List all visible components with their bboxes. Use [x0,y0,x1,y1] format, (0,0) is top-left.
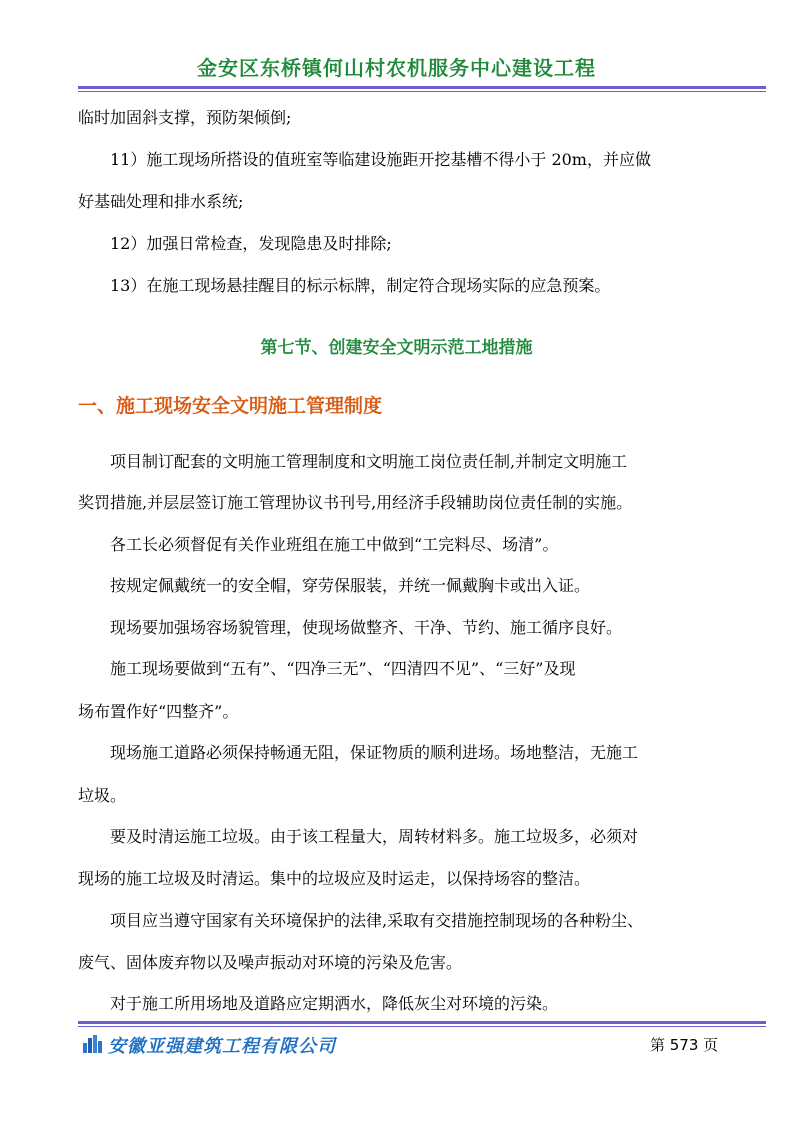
intro-line: 13）在施工现场悬挂醒目的标示标牌，制定符合现场实际的应急预案。 [110,276,611,295]
body-line: 奖罚措施,并层层签订施工管理协议书刊号,用经济手段辅助岗位责任制的实施。 [78,493,633,512]
body-line: 项目制订配套的文明施工管理制度和文明施工岗位责任制,并制定文明施工 [110,452,628,471]
body-line: 现场施工道路必须保持畅通无阻，保证物质的顺利进场。场地整洁，无施工 [110,743,639,762]
body-line: 项目应当遵守国家有关环境保护的法律,采取有交措施控制现场的各种粉尘、 [110,911,644,930]
footer-rule-thick [78,1021,766,1024]
intro-line: 11）施工现场所搭设的值班室等临建设施距开挖基槽不得小于 20m，并应做 [110,150,651,169]
body-line: 施工现场要做到“五有”、“四净三无”、“四清四不见”、“三好”及现 [110,659,576,678]
footer-rule-thin [78,1026,766,1027]
body-line: 场布置作好“四整齐”。 [78,702,239,721]
body-line: 现场要加强场容场貌管理，使现场做整齐、干净、节约、施工循序良好。 [110,618,623,637]
intro-line: 12）加强日常检查，发现隐患及时排除; [110,234,392,253]
body-line: 垃圾。 [78,786,127,805]
body-line: 要及时清运施工垃圾。由于该工程量大，周转材料多。施工垃圾多，必须对 [110,827,639,846]
subsection-title: 一、施工现场安全文明施工管理制度 [78,395,383,417]
building-logo-icon [82,1035,104,1053]
footer-company-name: 安徽亚强建筑工程有限公司 [108,1036,336,1057]
header-rule-thin [78,91,766,92]
body-line: 按规定佩戴统一的安全帽，穿劳保服装，并统一佩戴胸卡或出入证。 [110,576,591,595]
page-number: 第 573 页 [650,1036,719,1054]
body-line: 废气、固体废弃物以及噪声振动对环境的污染及危害。 [78,953,463,972]
body-line: 对于施工所用场地及道路应定期洒水，降低灰尘对环境的污染。 [110,994,559,1013]
intro-line: 临时加固斜支撑，预防架倾倒; [78,108,292,127]
header-rule-thick [78,86,766,89]
intro-line: 好基础处理和排水系统; [78,192,244,211]
section-title: 第七节、创建安全文明示范工地措施 [260,338,533,358]
header-title: 金安区东桥镇何山村农机服务中心建设工程 [197,56,596,80]
body-line: 各工长必须督促有关作业班组在施工中做到“工完料尽、场清”。 [110,535,559,554]
body-line: 现场的施工垃圾及时清运。集中的垃圾应及时运走，以保持场容的整洁。 [78,869,591,888]
